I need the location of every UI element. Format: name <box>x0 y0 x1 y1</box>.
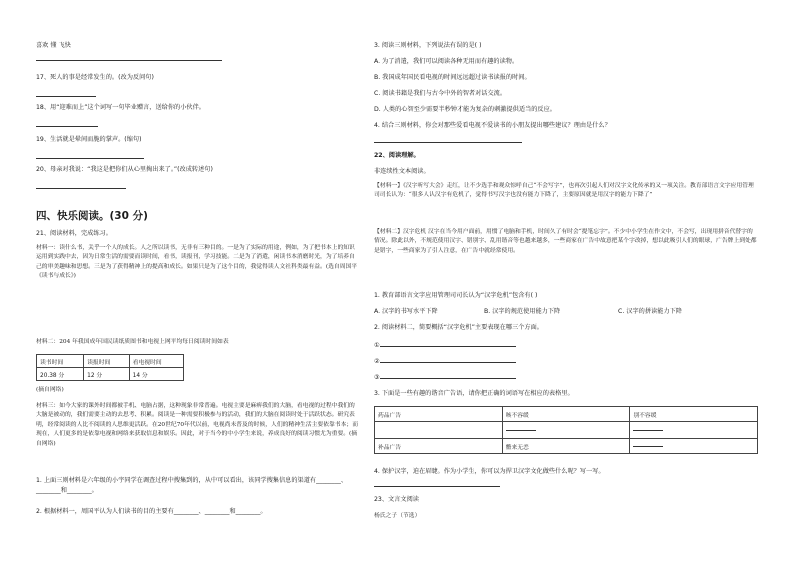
table-cell: 12 分 <box>84 368 130 381</box>
question-4: 4. 结合三则材料，你会对那些爱看电视不爱读书的小朋友提出哪些建议？理由是什么？ <box>374 122 611 129</box>
reading-option-a[interactable]: A. 汉字的书写水平下降 <box>374 308 438 315</box>
answer-line[interactable] <box>36 158 144 159</box>
answer-line[interactable] <box>380 362 516 363</box>
table-cell: 药品广告 <box>375 407 503 422</box>
table-cell: 补品广告 <box>375 439 503 454</box>
circle-number: ② <box>374 358 380 365</box>
question-22-sub: 非连续性文本阅读。 <box>374 168 430 175</box>
question-1-text: 1. 上面三则材料是六年级的小宇同学在调查过程中搜集到的，从中可以看出，该同学搜集信息的渠道有 <box>36 477 317 484</box>
answer-line[interactable] <box>380 346 516 347</box>
answer-line[interactable] <box>36 126 98 127</box>
answer-line[interactable] <box>36 96 96 97</box>
option-a[interactable]: A. 为了消遣，我们可以阅读各种无用而有趣的读物。 <box>374 58 519 65</box>
circle-number: ① <box>374 342 380 349</box>
question-2[interactable]: 2. 根据材料一，周国平认为人们读书的目的主要有________、________和________。 <box>36 508 267 515</box>
material-22-2: 【材料二】汉字危机 汉字在当今用户面前，用惯了电脑和手机，时间久了有时会“提笔忘字”。不少中小学生在作文中，不会写，出现用拼音代替字的情况。除此以外，不规范使用汉字、错别字、乱用谐音等也越来越多，一些商家在广告中故意把某个字改掉，想以此吸引人们的眼球，广告牌上到处都是错字，一些商家为了引人注意，在广告中就经常使用。 <box>374 229 757 254</box>
table-header: 看电视时间 <box>129 355 183 368</box>
section-title: 四、快乐阅读。(30 分) <box>36 210 148 222</box>
question-20: 20、母亲对我说：“我这是把你们从心里掏出来了。”(改成转述句) <box>36 166 213 173</box>
reading-question-3: 3. 下面是一些有趣的谐音广告语，请你把正确的词语写在相应的表格里。 <box>374 390 574 397</box>
homophone-table <box>374 406 758 454</box>
table-cell[interactable] <box>630 439 758 454</box>
answer-line[interactable] <box>36 188 126 189</box>
answer-line[interactable] <box>374 486 500 487</box>
table-cell: 14 分 <box>129 368 183 381</box>
option-d[interactable]: D. 人类的心智至少需要半秒钟才能为复杂的刺激提供适当的反应。 <box>374 106 556 113</box>
table-cell[interactable] <box>502 422 630 439</box>
table-cell: 鳖来无恙 <box>502 439 630 454</box>
question-18: 18、用“迎难而上”这个词写一句毕业赠言，送给你的小伙伴。 <box>36 104 205 111</box>
answer-line[interactable] <box>633 430 663 431</box>
classical-text-title: 杨氏之子（节选） <box>374 513 421 519</box>
reading-option-c[interactable]: C. 汉字的拼读能力下降 <box>618 308 682 315</box>
material-2-title: 材料二：204 年我国成年国民读纸质图书和电视上网平均每日阅读时间如表 <box>36 339 229 345</box>
question-19: 19、生活就是晕间而脆的掌声。(缩句) <box>36 136 142 143</box>
material-3: 材料三：如今大家的课外时间都被手机、电脑占据，这种现象非常普遍。电视主要是麻痹我们的大脑，看电视的过程中我们的大脑是被动的，我们需要主动的去思考、积累。阅读是一种需要积极参与的活动，我们的大脑在阅读时处于活跃状态。研究表明，经常阅读的人比不阅读的人思维更活跃。在20世纪70年代以前，电视尚未普及的时候，人们的精神生活主要依靠书本；而现在，人们更多的是依靠电视和网络来获取信息和娱乐。因此，对于当今的中小学生来说，养成良好的阅读习惯尤为重要。(摘自网络) <box>36 403 358 447</box>
answer-line[interactable] <box>380 378 516 379</box>
answer-3 <box>374 374 516 382</box>
table-header: 读书时间 <box>37 355 84 368</box>
question-1-fill[interactable]: ________、________和________。 <box>36 477 348 494</box>
reading-time-table <box>36 354 184 381</box>
circle-number: ③ <box>374 374 380 381</box>
material-1: 材料一：读什么书，关乎一个人的成长。人之所以读书，无非有三种目的。一是为了实际的用途，例如，为了把书本上的知识运用到实践中去，因为日常生活的需要而读时间，看书，读报刊，学习技能。二是为了消遣，闲读书本消磨时光，为了培养自己的审美趣味和思想。三是为了获得精神上的提高和成长。如果只是为了这个目的，我觉得读人文社科类最有益。(选自周国平《读书与成长》) <box>36 245 358 280</box>
answer-line[interactable] <box>374 142 522 143</box>
table-header: 读报时间 <box>84 355 130 368</box>
table-cell: 20.38 分 <box>37 368 84 381</box>
answer-line[interactable] <box>633 446 663 447</box>
answer-line[interactable] <box>36 60 222 61</box>
table-cell[interactable] <box>630 422 758 439</box>
material-22-1: 【材料一】《汉字听写大会》走红，让不少选手和观众惊呼自己“不会写字”，也再次引起人们对汉字文化传承的又一项关注。教育部语言文字应用管理司司长认为：“很多人认汉字有危机了，觉得书写汉字也没有能力下降了，主要原因就是用汉字的能力下降了” <box>374 183 754 199</box>
question-22: 22、阅读理解。 <box>374 152 420 159</box>
answer-2 <box>374 358 516 366</box>
reading-option-b[interactable]: B. 汉字的规范使用能力下降 <box>484 308 561 315</box>
table-cell: 别不容缓 <box>630 407 758 422</box>
source-note: (摘自网络) <box>36 387 64 393</box>
question-3: 3. 阅读三则材料，下列说法有误的是( ) <box>374 42 482 49</box>
reading-question-2: 2. 阅读材料二，简要概括“汉字危机”主要表现在哪三个方面。 <box>374 324 543 331</box>
question-23: 23、文言文阅读 <box>374 496 419 503</box>
answer-line[interactable] <box>506 430 536 431</box>
option-c[interactable]: C. 阅读书籍是我们与古今中外的智者对话交流。 <box>374 90 507 97</box>
answer-1 <box>374 342 516 350</box>
question-21: 21、阅读材料，完成练习。 <box>36 230 112 237</box>
reading-question-1: 1. 教育部语言文字应用管理司司长认为“汉字危机”包含有( ) <box>374 292 538 299</box>
q16-words: 喜欢 懂 飞快 <box>36 42 71 49</box>
reading-question-4: 4. 保护汉字，迫在眉睫。作为小学生，你可以为捍卫汉字文化做些什么呢？写一写。 <box>374 468 605 475</box>
table-cell: 咳不容缓 <box>502 407 630 422</box>
table-cell <box>375 422 503 439</box>
question-1 <box>36 476 358 496</box>
option-b[interactable]: B. 我国成年国民看电视的时间远远超过读书读报的时间。 <box>374 74 531 81</box>
question-17: 17、死人的事是经常发生的。(改为反问句) <box>36 74 154 81</box>
